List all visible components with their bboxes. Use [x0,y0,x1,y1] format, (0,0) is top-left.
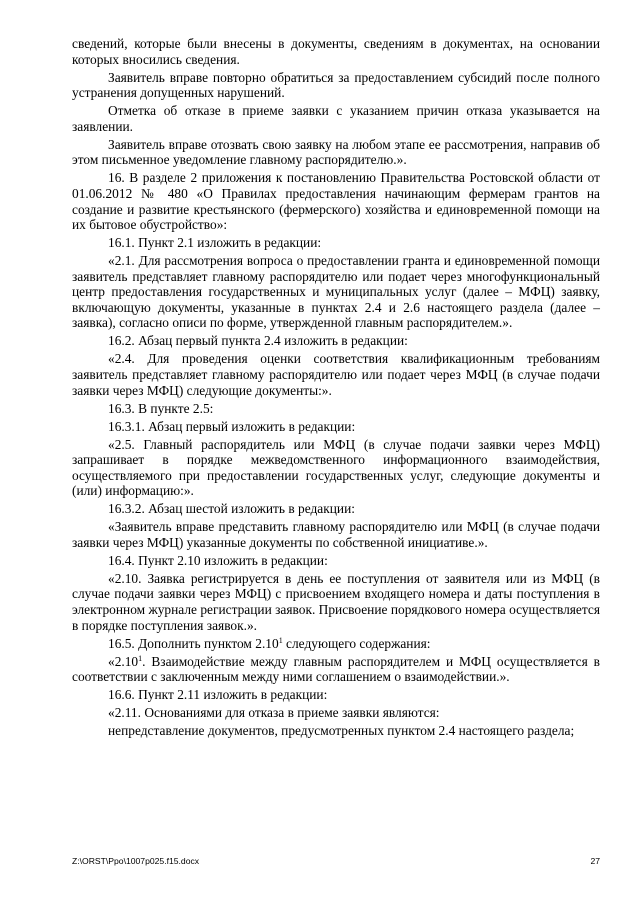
paragraph: 16.2. Абзац первый пункта 2.4 изложить в редакции: [108,333,408,349]
paragraph-text-end: . Взаимодействие между главным распорядителем и МФЦ осуществляется в соответствии с заключенным между ними соглашением о взаимодействии.». [72,653,600,685]
paragraph: Заявитель вправе отозвать свою заявку на любом этапе ее рассмотрения, направив об этом письменное уведомление главному распорядителю.». [72,136,600,168]
paragraph: «Заявитель вправе представить главному распорядителю или МФЦ (в случае подачи заявки через МФЦ) указанные документы по собственной инициативе.». [72,519,600,550]
paragraph: 16.4. Пункт 2.10 изложить в редакции: [108,552,328,568]
paragraph: «2.1. Для рассмотрения вопроса о предоставлении гранта и единовременной помощи заявитель представляет главному распорядителю или подает через многофункциональный центр предоставления государственных и муниципальных услуг (далее – МФЦ) заявку, включающую документы, указанные в пунктах 2.4 и 2.6 настоящего раздела (далее – заявка), согласно описи по форме, утвержденной главным распорядителем.». [72,253,600,331]
paragraph: непредставление документов, предусмотренных пунктом 2.4 настоящего раздела; [108,723,575,739]
paragraph: 16.3.1. Абзац первый изложить в редакции: [108,418,356,434]
paragraph: «2.11. Основаниями для отказа в приеме заявки являются: [108,705,440,721]
paragraph-text-end: следующего содержания: [282,635,431,651]
paragraph: 16.6. Пункт 2.11 изложить в редакции: [108,687,328,703]
paragraph: 16.3.2. Абзац шестой изложить в редакции: [108,501,355,517]
paragraph: «2.5. Главный распорядитель или МФЦ (в случае подачи заявки через МФЦ) запрашивает в порядке межведомственного информационного взаимодействия, осуществляемого при предоставлении государственных услуг, следующие документы и (или) информацию:». [72,436,600,499]
paragraph: 16.3. В пункте 2.5: [108,400,214,416]
paragraph [72,636,600,652]
superscript-index: 1 [278,635,283,645]
paragraph: «2.10. Заявка регистрируется в день ее поступления от заявителя или из МФЦ (в случае подачи заявки через МФЦ) с присвоением входящего номера и даты поступления в электронном журнале регистрации заявок. Присвоение порядкового номера осуществляется в порядке поступления заявок.». [72,570,600,633]
document-body [72,36,600,739]
paragraph: сведений, которые были внесены в документы, сведениям в документах, на основании которых вносились сведения. [72,36,600,67]
footer-file-path: Z:\ORST\Ppo\1007p025.f15.docx [72,856,200,866]
paragraph-text-start: «2.10 [108,653,139,669]
superscript-index: 1 [138,653,143,663]
paragraph-text-start: 16.5. Дополнить пунктом 2.10 [108,635,279,651]
paragraph: 16. В разделе 2 приложения к постановлению Правительства Ростовской области от 01.06.2012 № 480 «О Правилах предоставления начинающим фермерам грантов на создание и развитие крестьянского (фермерского) хозяйства и единовременной помощи на их бытовое обустройство»: [72,170,600,233]
footer-page-number: 27 [590,856,600,866]
paragraph: 16.1. Пункт 2.1 изложить в редакции: [108,235,322,251]
paragraph: Отметка об отказе в приеме заявки с указанием причин отказа указывается на заявлении. [72,103,600,134]
paragraph: Заявитель вправе повторно обратиться за предоставлением субсидий после полного устранения допущенных нарушений. [72,69,600,101]
paragraph [72,654,600,685]
paragraph: «2.4. Для проведения оценки соответствия квалификационным требованиям заявитель представляет главному распорядителю или подает через МФЦ (в случае подачи заявки через МФЦ) следующие документы:». [72,351,600,398]
